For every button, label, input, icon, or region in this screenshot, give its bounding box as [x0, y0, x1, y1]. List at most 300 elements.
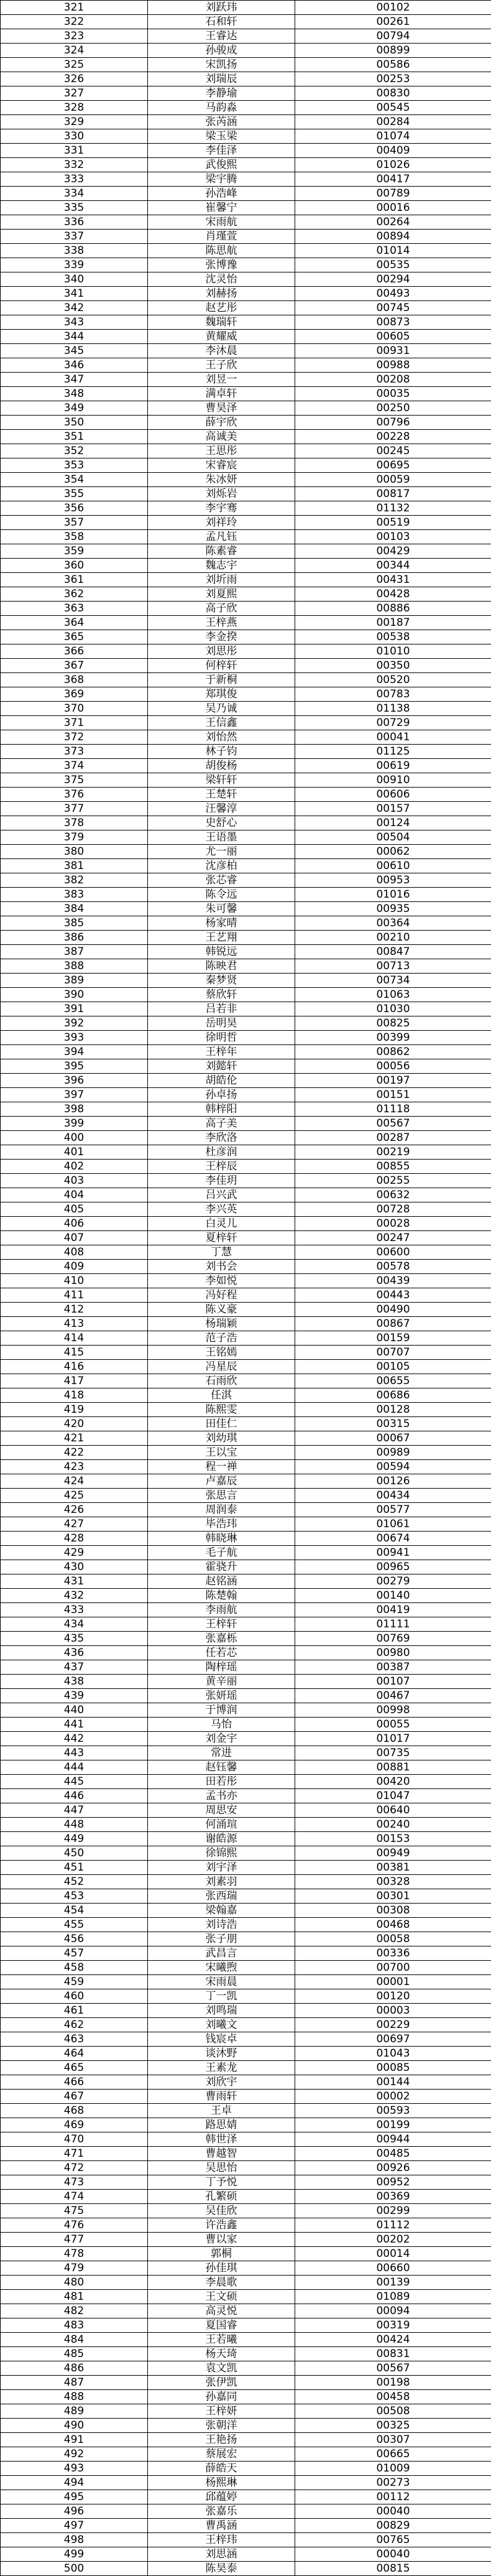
row-number-cell: 477	[1, 2233, 148, 2247]
row-number-cell: 489	[1, 2404, 148, 2419]
row-number-cell: 440	[1, 1703, 148, 1718]
row-number-cell: 498	[1, 2533, 148, 2547]
code-cell: 00769	[295, 1632, 491, 1646]
table-row	[1, 44, 491, 58]
code-cell: 00686	[295, 1388, 491, 1403]
name-cell: 郑琪俊	[148, 687, 295, 702]
row-number-cell: 419	[1, 1403, 148, 1417]
code-cell: 00485	[295, 2147, 491, 2161]
name-cell: 郭桐	[148, 2247, 295, 2261]
name-cell: 李欣洛	[148, 1131, 295, 1145]
row-number-cell: 439	[1, 1689, 148, 1703]
row-number-cell: 452	[1, 1875, 148, 1889]
table-row	[1, 2118, 491, 2132]
code-cell: 00002	[295, 2090, 491, 2104]
table-row	[1, 1818, 491, 1832]
row-number-cell: 352	[1, 444, 148, 458]
code-cell: 00439	[295, 1274, 491, 1288]
name-cell: 于博润	[148, 1703, 295, 1718]
name-cell: 梁轩轩	[148, 773, 295, 788]
row-number-cell: 430	[1, 1560, 148, 1574]
name-cell: 王梓辰	[148, 1160, 295, 1174]
table-row	[1, 1274, 491, 1288]
row-number-cell: 382	[1, 873, 148, 888]
table-row	[1, 845, 491, 859]
code-cell: 00660	[295, 2261, 491, 2276]
table-row	[1, 272, 491, 287]
row-number-cell: 343	[1, 315, 148, 330]
table-row	[1, 1074, 491, 1088]
name-cell: 张伊凯	[148, 2376, 295, 2390]
table-row	[1, 587, 491, 602]
name-cell: 孔繁硕	[148, 2190, 295, 2204]
table-row	[1, 86, 491, 101]
row-number-cell: 467	[1, 2090, 148, 2104]
code-cell: 00434	[295, 1489, 491, 1503]
table-row	[1, 1460, 491, 1474]
name-cell: 孙卓扬	[148, 1088, 295, 1102]
name-cell: 徐锦熙	[148, 1846, 295, 1861]
code-cell: 00886	[295, 602, 491, 616]
name-cell: 孟凡钰	[148, 530, 295, 544]
table-row	[1, 215, 491, 230]
row-number-cell: 462	[1, 2018, 148, 2032]
code-cell: 00428	[295, 587, 491, 602]
name-cell: 张朝洋	[148, 2419, 295, 2433]
table-row	[1, 358, 491, 373]
table-row	[1, 759, 491, 773]
code-cell: 00535	[295, 258, 491, 272]
name-cell: 朱可馨	[148, 902, 295, 916]
table-row	[1, 2462, 491, 2476]
name-cell: 史舒心	[148, 816, 295, 830]
name-cell: 胡俊杨	[148, 759, 295, 773]
row-number-cell: 358	[1, 530, 148, 544]
row-number-cell: 468	[1, 2104, 148, 2118]
code-cell: 00253	[295, 72, 491, 86]
table-row	[1, 1431, 491, 1446]
code-cell: 01016	[295, 888, 491, 902]
name-cell: 刘跃玮	[148, 1, 295, 15]
row-number-cell: 378	[1, 816, 148, 830]
code-cell: 00831	[295, 2347, 491, 2361]
row-number-cell: 487	[1, 2376, 148, 2390]
code-cell: 00245	[295, 444, 491, 458]
table-row	[1, 2247, 491, 2261]
code-cell: 00949	[295, 1846, 491, 1861]
code-cell: 00120	[295, 1989, 491, 2004]
row-number-cell: 454	[1, 1904, 148, 1918]
name-cell: 吴佳欣	[148, 2204, 295, 2218]
table-row	[1, 945, 491, 959]
code-cell: 00789	[295, 187, 491, 201]
table-row	[1, 2361, 491, 2376]
name-cell: 刘烁岩	[148, 487, 295, 501]
name-cell: 王梓玮	[148, 2533, 295, 2547]
name-cell: 张西瑞	[148, 1889, 295, 1904]
name-cell: 杜彦润	[148, 1145, 295, 1160]
row-number-cell: 330	[1, 129, 148, 144]
code-cell: 00187	[295, 616, 491, 630]
code-cell: 00952	[295, 2175, 491, 2190]
name-cell: 薛宇欣	[148, 416, 295, 430]
name-cell: 曹以家	[148, 2233, 295, 2247]
row-number-cell: 436	[1, 1646, 148, 1660]
name-cell: 李如悦	[148, 1274, 295, 1288]
name-cell: 李静瑜	[148, 86, 295, 101]
code-cell: 00264	[295, 215, 491, 230]
row-number-cell: 481	[1, 2290, 148, 2304]
row-number-cell: 371	[1, 716, 148, 730]
row-number-cell: 500	[1, 2562, 148, 2576]
row-number-cell: 401	[1, 1145, 148, 1160]
code-cell: 00420	[295, 1775, 491, 1789]
name-cell: 张博豫	[148, 258, 295, 272]
table-row	[1, 1331, 491, 1346]
code-cell: 00713	[295, 959, 491, 974]
row-number-cell: 466	[1, 2075, 148, 2090]
table-row	[1, 2190, 491, 2204]
row-number-cell: 387	[1, 945, 148, 959]
name-cell: 王信鑫	[148, 716, 295, 730]
row-number-cell: 373	[1, 745, 148, 759]
code-cell: 01063	[295, 988, 491, 1002]
code-cell: 00144	[295, 2075, 491, 2090]
name-cell: 许浩鑫	[148, 2218, 295, 2233]
row-number-cell: 408	[1, 1245, 148, 1260]
table-row	[1, 187, 491, 201]
table-row	[1, 816, 491, 830]
table-row	[1, 1188, 491, 1202]
row-number-cell: 390	[1, 988, 148, 1002]
code-cell: 00199	[295, 2118, 491, 2132]
row-number-cell: 379	[1, 830, 148, 845]
code-cell: 00202	[295, 2233, 491, 2247]
code-cell: 00578	[295, 1260, 491, 1274]
name-cell: 毛子航	[148, 1546, 295, 1560]
row-number-cell: 353	[1, 458, 148, 473]
name-cell: 刘宇泽	[148, 1861, 295, 1875]
name-cell: 丁予悦	[148, 2175, 295, 2190]
table-row	[1, 1889, 491, 1904]
row-number-cell: 328	[1, 101, 148, 115]
code-cell: 00567	[295, 1117, 491, 1131]
table-row	[1, 1045, 491, 1059]
name-cell: 韩梓阳	[148, 1102, 295, 1117]
name-cell: 吕若非	[148, 1002, 295, 1016]
code-cell: 00619	[295, 759, 491, 773]
table-row	[1, 1803, 491, 1818]
table-row	[1, 458, 491, 473]
name-cell: 刘金宇	[148, 1732, 295, 1746]
code-cell: 00594	[295, 1460, 491, 1474]
row-number-cell: 417	[1, 1374, 148, 1388]
name-cell: 张芯睿	[148, 873, 295, 888]
name-cell: 石和轩	[148, 15, 295, 29]
table-row	[1, 1789, 491, 1803]
code-cell: 00468	[295, 1918, 491, 1932]
name-cell: 王若曦	[148, 2333, 295, 2347]
code-cell: 00577	[295, 1503, 491, 1517]
name-cell: 王以宝	[148, 1446, 295, 1460]
row-number-cell: 461	[1, 2004, 148, 2018]
table-row	[1, 1174, 491, 1188]
row-number-cell: 393	[1, 1031, 148, 1045]
row-number-cell: 464	[1, 2047, 148, 2061]
row-number-cell: 424	[1, 1474, 148, 1489]
row-number-cell: 338	[1, 244, 148, 258]
name-cell: 尤一丽	[148, 845, 295, 859]
code-cell: 00605	[295, 330, 491, 344]
table-row	[1, 2132, 491, 2147]
name-cell: 王梓轩	[148, 1617, 295, 1632]
table-row	[1, 2333, 491, 2347]
code-cell: 00261	[295, 15, 491, 29]
name-cell: 宋睿宸	[148, 458, 295, 473]
table-row	[1, 1775, 491, 1789]
name-cell: 张妍瑶	[148, 1689, 295, 1703]
row-number-cell: 367	[1, 659, 148, 673]
row-number-cell: 348	[1, 387, 148, 401]
name-cell: 刘祥玲	[148, 516, 295, 530]
name-cell: 刘瑞辰	[148, 72, 295, 86]
code-cell: 00697	[295, 2032, 491, 2047]
table-row	[1, 1689, 491, 1703]
table-row	[1, 1, 491, 15]
table-row	[1, 487, 491, 501]
row-number-cell: 350	[1, 416, 148, 430]
name-cell: 刘懿轩	[148, 1059, 295, 1074]
row-number-cell: 377	[1, 802, 148, 816]
table-row	[1, 1288, 491, 1303]
code-cell: 00729	[295, 716, 491, 730]
code-cell: 00695	[295, 458, 491, 473]
code-cell: 00307	[295, 2433, 491, 2447]
table-row	[1, 644, 491, 659]
row-number-cell: 422	[1, 1446, 148, 1460]
table-row	[1, 1532, 491, 1546]
code-cell: 00965	[295, 1560, 491, 1574]
table-row	[1, 2547, 491, 2562]
row-number-cell: 402	[1, 1160, 148, 1174]
code-cell: 00944	[295, 2132, 491, 2147]
row-number-cell: 386	[1, 931, 148, 945]
name-cell: 王艺翔	[148, 931, 295, 945]
row-number-cell: 441	[1, 1718, 148, 1732]
table-row	[1, 974, 491, 988]
row-number-cell: 427	[1, 1517, 148, 1532]
name-cell: 刘欣宇	[148, 2075, 295, 2090]
code-cell: 00055	[295, 1718, 491, 1732]
code-cell: 01112	[295, 2218, 491, 2233]
name-cell: 孟书亦	[148, 1789, 295, 1803]
code-cell: 00520	[295, 673, 491, 687]
table-row	[1, 1117, 491, 1131]
code-cell: 00586	[295, 58, 491, 72]
row-number-cell: 443	[1, 1746, 148, 1760]
code-cell: 00399	[295, 1031, 491, 1045]
row-number-cell: 469	[1, 2118, 148, 2132]
name-cell: 杨熙琳	[148, 2476, 295, 2490]
table-row	[1, 1760, 491, 1775]
name-cell: 魏瑞轩	[148, 315, 295, 330]
name-cell: 谈沐野	[148, 2047, 295, 2061]
row-number-cell: 346	[1, 358, 148, 373]
table-row	[1, 2175, 491, 2190]
table-row	[1, 2447, 491, 2462]
table-row	[1, 1918, 491, 1932]
name-cell: 韩晓琳	[148, 1532, 295, 1546]
name-cell: 刘思涵	[148, 2547, 295, 2562]
table-row	[1, 2419, 491, 2433]
code-cell: 00364	[295, 916, 491, 931]
name-cell: 高子美	[148, 1117, 295, 1131]
table-row	[1, 1832, 491, 1846]
name-cell: 武昌言	[148, 1946, 295, 1961]
row-number-cell: 409	[1, 1260, 148, 1274]
code-cell: 00014	[295, 2247, 491, 2261]
code-cell: 00128	[295, 1403, 491, 1417]
row-number-cell: 384	[1, 902, 148, 916]
row-number-cell: 411	[1, 1288, 148, 1303]
row-number-cell: 339	[1, 258, 148, 272]
code-cell: 00126	[295, 1474, 491, 1489]
name-cell: 刘诗浩	[148, 1918, 295, 1932]
code-cell: 01138	[295, 702, 491, 716]
code-cell: 00545	[295, 101, 491, 115]
table-row	[1, 1517, 491, 1532]
code-cell: 00250	[295, 401, 491, 416]
row-number-cell: 456	[1, 1932, 148, 1946]
name-cell: 刘赫扬	[148, 287, 295, 301]
table-row	[1, 1016, 491, 1031]
row-number-cell: 365	[1, 630, 148, 644]
row-number-cell: 366	[1, 644, 148, 659]
name-cell: 吕兴武	[148, 1188, 295, 1202]
table-row	[1, 1975, 491, 1989]
row-number-cell: 483	[1, 2318, 148, 2333]
code-cell: 00041	[295, 730, 491, 745]
row-number-cell: 482	[1, 2304, 148, 2318]
name-cell: 张嘉栎	[148, 1632, 295, 1646]
name-cell: 田若彤	[148, 1775, 295, 1789]
table-row	[1, 2290, 491, 2304]
table-row	[1, 2233, 491, 2247]
table-row	[1, 501, 491, 516]
row-number-cell: 340	[1, 272, 148, 287]
roster-table-body	[1, 1, 491, 2576]
code-cell: 01111	[295, 1617, 491, 1632]
table-row	[1, 1031, 491, 1045]
row-number-cell: 474	[1, 2190, 148, 2204]
name-cell: 李佳玥	[148, 1174, 295, 1188]
row-number-cell: 453	[1, 1889, 148, 1904]
row-number-cell: 362	[1, 587, 148, 602]
code-cell: 00103	[295, 530, 491, 544]
row-number-cell: 448	[1, 1818, 148, 1832]
table-row	[1, 258, 491, 272]
name-cell: 岳明昊	[148, 1016, 295, 1031]
code-cell: 00862	[295, 1045, 491, 1059]
row-number-cell: 349	[1, 401, 148, 416]
row-number-cell: 457	[1, 1946, 148, 1961]
code-cell: 00001	[295, 1975, 491, 1989]
code-cell: 00593	[295, 2104, 491, 2118]
table-row	[1, 1260, 491, 1274]
row-number-cell: 396	[1, 1074, 148, 1088]
name-cell: 刘昱一	[148, 373, 295, 387]
table-row	[1, 1646, 491, 1660]
table-row	[1, 544, 491, 559]
name-cell: 薛皓天	[148, 2462, 295, 2476]
name-cell: 王艳扬	[148, 2433, 295, 2447]
row-number-cell: 471	[1, 2147, 148, 2161]
code-cell: 00745	[295, 301, 491, 315]
code-cell: 00665	[295, 2447, 491, 2462]
name-cell: 吴思怡	[148, 2161, 295, 2175]
table-row	[1, 888, 491, 902]
name-cell: 夏国睿	[148, 2318, 295, 2333]
table-row	[1, 158, 491, 172]
name-cell: 胡皓伦	[148, 1074, 295, 1088]
row-number-cell: 423	[1, 1460, 148, 1474]
table-row	[1, 473, 491, 487]
code-cell: 01089	[295, 2290, 491, 2304]
code-cell: 00107	[295, 1675, 491, 1689]
code-cell: 00867	[295, 1317, 491, 1331]
table-row	[1, 401, 491, 416]
row-number-cell: 380	[1, 845, 148, 859]
code-cell: 00989	[295, 1446, 491, 1460]
code-cell: 00112	[295, 2490, 491, 2504]
name-cell: 梁宇腾	[148, 172, 295, 187]
table-row	[1, 1217, 491, 1231]
name-cell: 李晨歌	[148, 2276, 295, 2290]
row-number-cell: 444	[1, 1760, 148, 1775]
row-number-cell: 455	[1, 1918, 148, 1932]
code-cell: 00219	[295, 1145, 491, 1160]
row-number-cell: 415	[1, 1346, 148, 1360]
code-cell: 00028	[295, 1217, 491, 1231]
name-cell: 韩锐远	[148, 945, 295, 959]
table-row	[1, 1861, 491, 1875]
row-number-cell: 476	[1, 2218, 148, 2233]
code-cell: 00369	[295, 2190, 491, 2204]
name-cell: 黄耀威	[148, 330, 295, 344]
name-cell: 李宇骞	[148, 501, 295, 516]
name-cell: 武俊熙	[148, 158, 295, 172]
code-cell: 00124	[295, 816, 491, 830]
table-row	[1, 129, 491, 144]
table-row	[1, 2018, 491, 2032]
code-cell: 00325	[295, 2419, 491, 2433]
code-cell: 00102	[295, 1, 491, 15]
table-row	[1, 1231, 491, 1245]
code-cell: 00796	[295, 416, 491, 430]
code-cell: 00040	[295, 2547, 491, 2562]
name-cell: 周润泰	[148, 1503, 295, 1517]
row-number-cell: 376	[1, 788, 148, 802]
row-number-cell: 399	[1, 1117, 148, 1131]
name-cell: 丁慧	[148, 1245, 295, 1260]
code-cell: 00419	[295, 1603, 491, 1617]
row-number-cell: 435	[1, 1632, 148, 1646]
code-cell: 00197	[295, 1074, 491, 1088]
row-number-cell: 431	[1, 1574, 148, 1589]
table-row	[1, 2433, 491, 2447]
table-row	[1, 830, 491, 845]
row-number-cell: 490	[1, 2419, 148, 2433]
